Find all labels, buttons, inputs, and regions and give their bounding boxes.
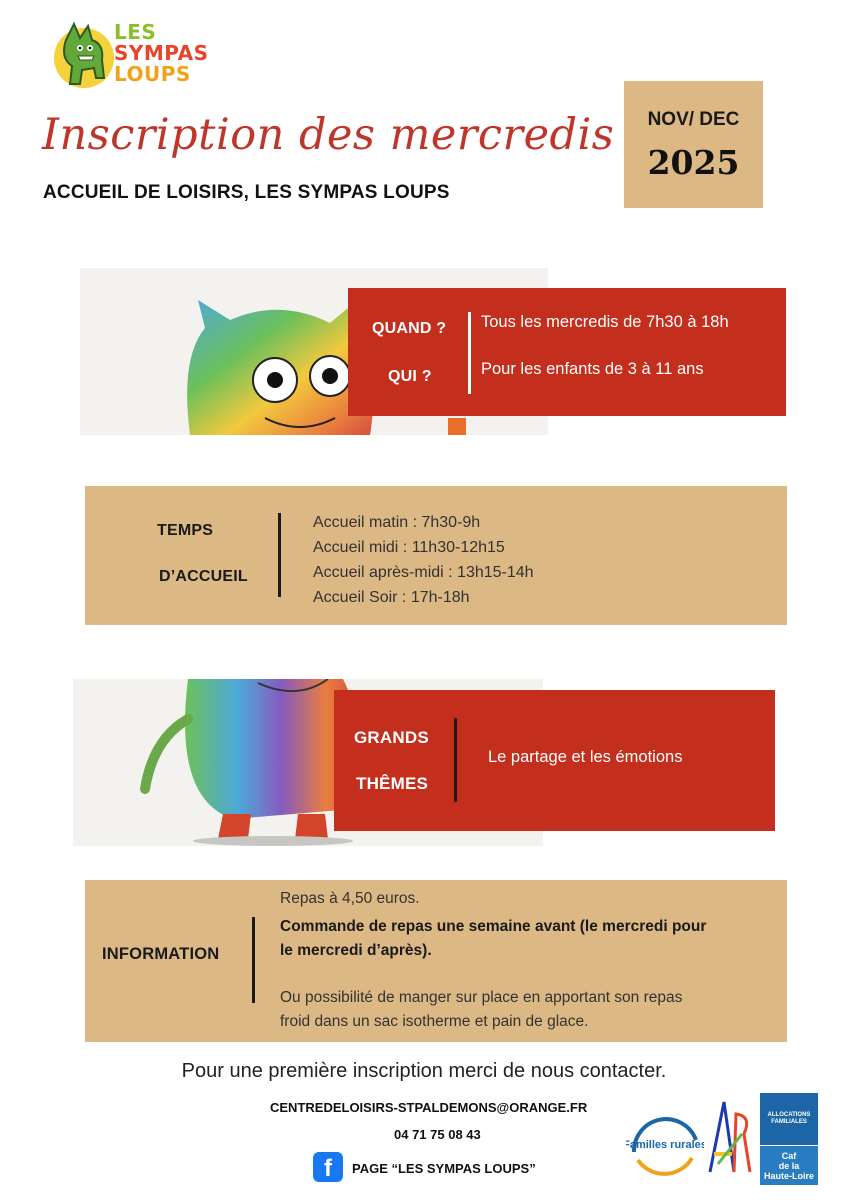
page-subtitle: ACCUEIL DE LOISIRS, LES SYMPAS LOUPS: [43, 182, 450, 203]
themes-value: Le partage et les émotions: [488, 748, 683, 766]
onsite-meal-note: [280, 986, 682, 1034]
caf-line1: Caf: [781, 1151, 797, 1161]
who-label: QUI ?: [388, 368, 432, 385]
reception-time-item: Accueil Soir : 17h-18h: [313, 589, 470, 606]
facebook-icon[interactable]: f: [313, 1152, 343, 1182]
ar-logo: [704, 1094, 754, 1180]
divider: [454, 718, 457, 802]
themes-panel: [334, 690, 775, 831]
facebook-page-link[interactable]: PAGE “LES SYMPAS LOUPS”: [352, 1161, 536, 1176]
contact-phone[interactable]: 04 71 75 08 43: [394, 1127, 481, 1142]
wolf-mascot-icon: [52, 18, 116, 92]
information-label: INFORMATION: [102, 945, 220, 963]
date-box: [624, 81, 763, 208]
date-year: 2025: [647, 143, 740, 182]
familles-rurales-text: Familles rurales: [626, 1139, 704, 1151]
logo: [52, 18, 222, 96]
meal-order-line2: le mercredi d’après).: [280, 942, 432, 959]
caf-logo: [760, 1093, 818, 1185]
reception-time-item: Accueil midi : 11h30-12h15: [313, 539, 505, 556]
contact-intro: Pour une première inscription merci de nous contacter.: [181, 1060, 667, 1082]
meal-order-note: [280, 915, 706, 963]
meal-price: Repas à 4,50 euros.: [280, 890, 420, 907]
who-value: Pour les enfants de 3 à 11 ans: [481, 360, 704, 378]
logo-line-1: LES: [114, 20, 157, 44]
when-who-panel: [348, 288, 786, 416]
reception-label-line1: TEMPS: [157, 522, 214, 539]
information-panel: [85, 880, 787, 1042]
logo-line-2: SYMPAS: [114, 41, 209, 65]
reception-label-line2: D’ACCUEIL: [159, 568, 248, 585]
divider: [278, 513, 281, 597]
when-label: QUAND ?: [372, 320, 447, 337]
date-month: NOV/ DEC: [647, 109, 740, 130]
contact-email-link[interactable]: CENTREDELOISIRS-STPALDEMONS@ORANGE.FR: [270, 1100, 588, 1115]
themes-label-line1: GRANDS: [354, 728, 429, 747]
onsite-line2: froid dans un sac isotherme et pain de glace.: [280, 1013, 589, 1030]
when-value: Tous les mercredis de 7h30 à 18h: [481, 313, 729, 331]
divider: [468, 312, 471, 394]
caf-line2: de la: [778, 1161, 800, 1171]
divider: [252, 917, 255, 1003]
caf-line3: Haute-Loire: [763, 1171, 814, 1181]
reception-times-list: [313, 510, 534, 610]
caf-top-text: ALLOCATIONS FAMILIALES: [767, 1112, 811, 1125]
themes-label-line2: THÊMES: [356, 774, 429, 793]
logo-line-3: LOUPS: [114, 62, 191, 86]
reception-time-item: Accueil après-midi : 13h15-14h: [313, 564, 534, 581]
reception-times-panel: [85, 486, 787, 625]
familles-rurales-logo: [626, 1100, 704, 1178]
reception-time-item: Accueil matin : 7h30-9h: [313, 514, 481, 531]
meal-order-line1: Commande de repas une semaine avant (le mercredi pour: [280, 918, 707, 935]
page-title: Inscription des mercredis: [42, 110, 615, 160]
onsite-line1: Ou possibilité de manger sur place en apportant son repas: [280, 989, 683, 1006]
